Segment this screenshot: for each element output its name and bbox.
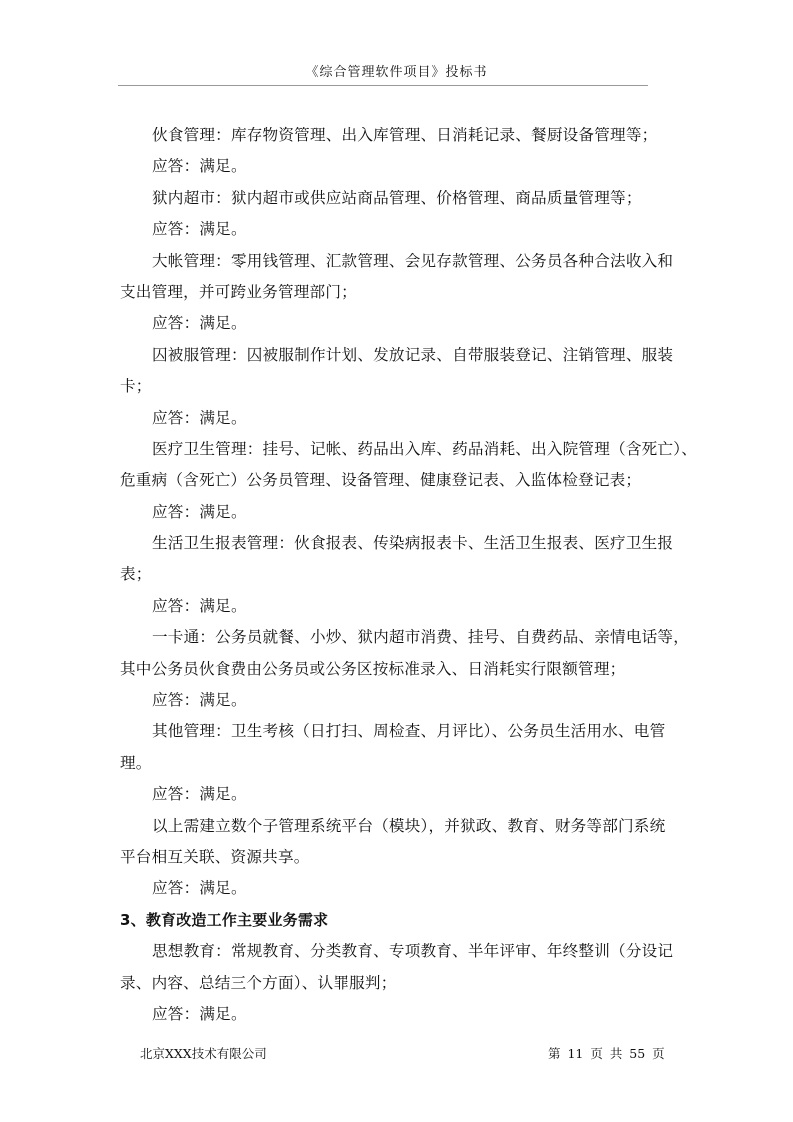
paragraph-line: 应答：满足。: [152, 785, 247, 804]
paragraph-line: 伙食管理：库存物资管理、出入库管理、日消耗记录、餐厨设备管理等；: [152, 126, 658, 144]
paragraph-line: 思想教育：常规教育、分类教育、专项教育、半年评审、年终整训（分设记: [152, 942, 674, 961]
paragraph-line: 以上需建立数个子管理系统平台（模块），并狱政、教育、财务等部门系统: [152, 816, 666, 835]
paragraph-line: 应答：满足。: [152, 691, 247, 710]
paragraph-line: 应答：满足。: [152, 314, 247, 333]
paragraph-line: 应答：满足。: [152, 157, 247, 176]
paragraph-line: 医疗卫生管理：挂号、记帐、药品出入库、药品消耗、出入院管理（含死亡）、: [152, 439, 697, 458]
paragraph-line: 应答：满足。: [152, 879, 247, 898]
paragraph-line: 其中公务员伙食费由公务员或公务区按标准录入、日消耗实行限额管理；: [120, 659, 626, 678]
document-body: [120, 120, 697, 1030]
paragraph-line: 应答：满足。: [152, 502, 247, 521]
footer-page-number: 第 11 页 共 55 页: [548, 1046, 665, 1061]
paragraph-line: 大帐管理：零用钱管理、汇款管理、会见存款管理、公务员各种合法收入和: [152, 251, 674, 270]
paragraph-line: 理。: [120, 753, 152, 772]
paragraph-line: 危重病（含死亡）公务员管理、设备管理、健康登记表、入监体检登记表；: [120, 471, 642, 490]
paragraph-line: 应答：满足。: [152, 408, 247, 427]
paragraph-line: 表；: [120, 565, 152, 584]
footer-company: 北京XXX技术有限公司: [140, 1046, 267, 1061]
paragraph-line: 卡；: [120, 377, 152, 396]
paragraph-line: 平台相互关联、资源共享。: [120, 847, 310, 866]
paragraph-line: 生活卫生报表管理：伙食报表、传染病报表卡、生活卫生报表、医疗卫生报: [152, 534, 674, 553]
paragraph-line: 应答：满足。: [152, 1004, 247, 1023]
section-heading: 3、教育改造工作主要业务需求: [120, 910, 329, 929]
paragraph-line: 狱内超市：狱内超市或供应站商品管理、价格管理、商品质量管理等；: [152, 188, 642, 207]
paragraph-line: 其他管理：卫生考核（日打扫、周检查、月评比）、公务员生活用水、电管: [152, 722, 666, 741]
page-header-title: 《综合管理软件项目》投标书: [305, 65, 488, 80]
paragraph-line: 一卡通：公务员就餐、小炒、狱内超市消费、挂号、自费药品、亲情电话等，: [152, 628, 689, 647]
paragraph-line: 录、内容、总结三个方面）、认罪服判；: [120, 973, 397, 992]
paragraph-line: 应答：满足。: [152, 596, 247, 615]
paragraph-line: 应答：满足。: [152, 220, 247, 239]
header-divider: [118, 85, 648, 86]
paragraph-line: 囚被服管理：囚被服制作计划、发放记录、自带服装登记、注销管理、服装: [152, 345, 674, 364]
paragraph-line: 支出管理，并可跨业务管理部门；: [120, 282, 357, 301]
